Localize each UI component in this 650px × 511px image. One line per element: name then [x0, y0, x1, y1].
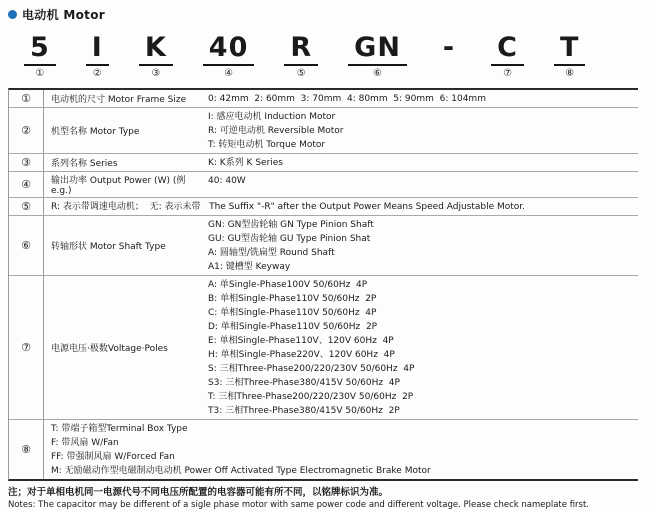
code-segment-text: I: [86, 33, 109, 66]
table-row: [9, 216, 638, 276]
code-segment-text: GN: [348, 33, 407, 66]
code-segment-number: ⑥: [373, 68, 383, 79]
code-segment-number: ②: [92, 68, 102, 79]
row-number: ⑦: [9, 276, 44, 419]
table-row: [9, 154, 638, 172]
code-segment-number: ③: [151, 68, 161, 79]
row-values: [206, 276, 638, 419]
value-line: D: 单相Single-Phase110V 50/60Hz 2P: [208, 321, 378, 332]
value-line: R: 可逆电动机 Reversible Motor: [208, 125, 344, 136]
table-row: [9, 198, 638, 216]
row-values: [206, 154, 638, 171]
value-line: 40: 40W: [208, 175, 246, 186]
section-title: [0, 0, 650, 23]
row-label: 转轴形状 Motor Shaft Type: [51, 242, 166, 252]
row-label: 机型名称 Motor Type: [51, 127, 140, 137]
spec-table: [8, 88, 638, 481]
value-line: E: 单相Single-Phase110V、120V 60Hz 4P: [208, 335, 394, 346]
value-line: M: 无励磁动作型电磁制动电动机 Power Off Activated Type Electromagnetic Brake Motor: [51, 465, 431, 476]
value-line: C: 单相Single-Phase110V 50/60Hz 4P: [208, 307, 377, 318]
code-segment: [554, 33, 585, 80]
row-number: ④: [9, 172, 44, 197]
code-segment: [437, 33, 461, 80]
value-line: T: 三相Three-Phase200/220/230V 50/60Hz 2P: [208, 391, 414, 402]
value-line: GN: GN型齿轮轴 GN Type Pinion Shaft: [208, 219, 374, 230]
code-segment-text: -: [442, 32, 456, 63]
page-title: 电动机 Motor: [22, 8, 105, 22]
table-row: [9, 108, 638, 154]
note-zh: 注；对于单相电机同一电源代号不同电压所配置的电容器可能有所不同，以铭牌标识为准。: [8, 487, 389, 498]
code-segment: [284, 33, 318, 80]
code-segment-number: ⑧: [565, 68, 575, 79]
value-line: A: 单Single-Phase100V 50/60Hz 4P: [208, 279, 368, 290]
code-segment: [203, 33, 255, 80]
row-number: ⑧: [9, 420, 44, 479]
value-line: I: 感应电动机 Induction Motor: [208, 111, 336, 122]
code-segment-number: ⑤: [296, 68, 306, 79]
code-segment-number: ④: [224, 68, 234, 79]
row-values: [44, 420, 638, 479]
table-row: [9, 276, 638, 420]
row-label: 电动机的尺寸 Motor Frame Size: [51, 95, 187, 105]
value-line: 0: 42mm 2: 60mm 3: 70mm 4: 80mm 5: 90mm 6: 104mm: [208, 93, 486, 104]
row-values: [206, 216, 638, 275]
code-segment-text: K: [139, 33, 173, 66]
row-values: [206, 172, 638, 197]
row-number: ⑥: [9, 216, 44, 275]
value-line: K: K系列 K Series: [208, 157, 283, 168]
table-row: [9, 90, 638, 108]
code-segment: [348, 33, 407, 80]
row-label: 电源电压·极数Voltage·Poles: [51, 344, 168, 354]
row-values: [44, 198, 638, 215]
row-values: [206, 108, 638, 153]
value-line: A1: 键槽型 Keyway: [208, 261, 291, 272]
model-code: [0, 23, 650, 80]
code-segment: [24, 33, 56, 80]
bullet-icon: [8, 10, 17, 19]
notes: [0, 481, 650, 511]
row-number: ①: [9, 90, 44, 107]
row-number: ⑤: [9, 198, 44, 215]
code-segment-text: T: [554, 33, 585, 66]
value-line: F: 带风扇 W/Fan: [51, 437, 119, 448]
row-values: [206, 90, 638, 107]
value-line: A: 圆轴型/铣扁型 Round Shaft: [208, 247, 335, 258]
code-segment: [86, 33, 109, 80]
value-line: R: 表示带调速电动机； 无: 表示未带 The Suffix "-R" after the Output Power Means Speed Adjustable Motor.: [51, 201, 526, 212]
value-line: S: 三相Three-Phase200/220/230V 50/60Hz 4P: [208, 363, 415, 374]
code-segment-number: ⑦: [503, 68, 513, 79]
row-label: 系列名称 Series: [51, 159, 118, 169]
code-segment-number: ①: [35, 68, 45, 79]
note-en: Notes: The capacitor may be different of a sigle phase motor with same power code and different voltage. Please check nameplate first.: [8, 500, 590, 510]
table-row: [9, 172, 638, 198]
code-segment-text: 40: [203, 33, 255, 66]
code-segment-text: 5: [24, 33, 56, 66]
value-line: T: 带端子箱型Terminal Box Type: [51, 423, 188, 434]
row-number: ③: [9, 154, 44, 171]
row-number: ②: [9, 108, 44, 153]
code-segment: [139, 33, 173, 80]
value-line: B: 单相Single-Phase110V 50/60Hz 2P: [208, 293, 377, 304]
value-line: T: 转矩电动机 Torque Motor: [208, 139, 326, 150]
code-segment: [491, 33, 524, 80]
value-line: FF: 带强制风扇 W/Forced Fan: [51, 451, 175, 462]
value-line: S3: 三相Three-Phase380/415V 50/60Hz 4P: [208, 377, 400, 388]
table-row: [9, 420, 638, 479]
row-label: 输出功率 Output Power (W) (例 e.g.): [51, 176, 186, 196]
value-line: T3: 三相Three-Phase380/415V 50/60Hz 2P: [208, 405, 400, 416]
value-line: H: 单相Single-Phase220V、120V 60Hz 4P: [208, 349, 395, 360]
code-segment-text: C: [491, 33, 524, 66]
value-line: GU: GU型齿轮轴 GU Type Pinion Shat: [208, 233, 371, 244]
code-segment-text: R: [284, 33, 318, 66]
